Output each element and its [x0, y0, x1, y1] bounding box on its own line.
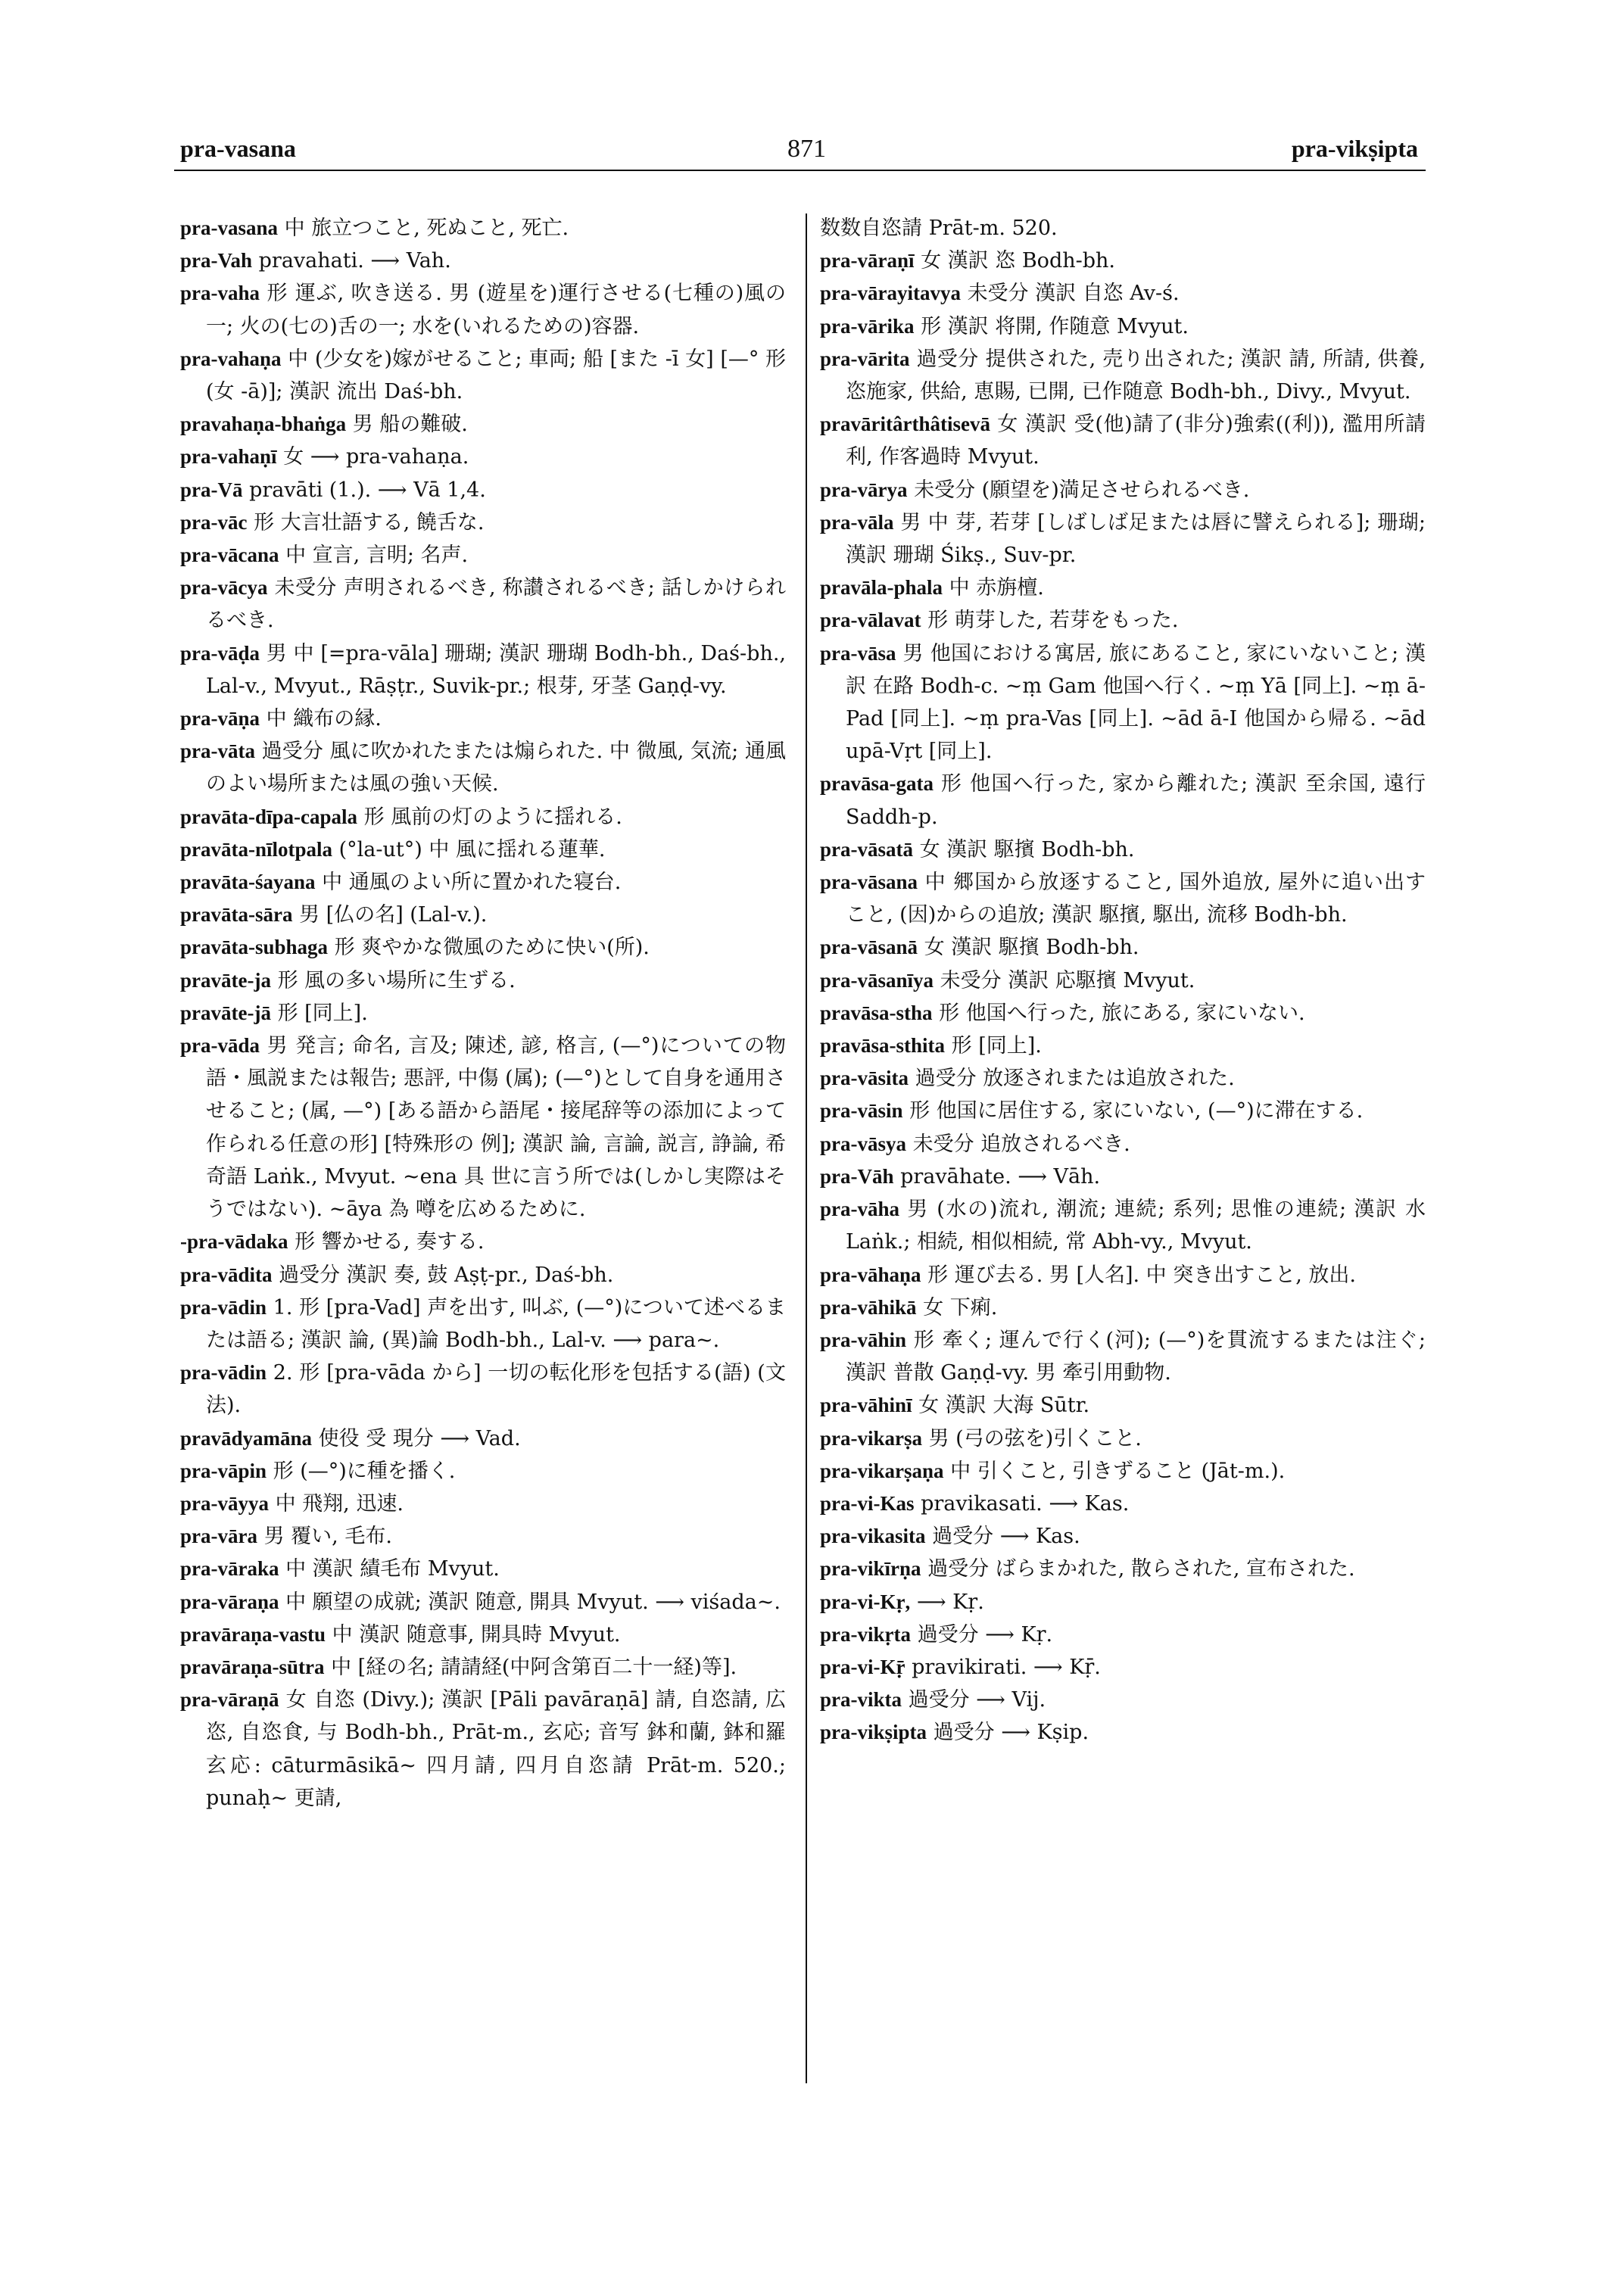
entry-headword: pra-Vah	[180, 249, 253, 273]
entry-headword: pra-vārika	[820, 314, 915, 338]
dictionary-entry	[820, 1128, 1426, 1161]
entry-definition: 過受分 ばらまかれた, 散らされた, 宣布された.	[927, 1557, 1355, 1581]
entry-definition: 形 他国へ行った, 家から離れた; 漢訳 至余国, 遠行 Saddh-p.	[846, 772, 1426, 829]
entry-definition: 使役 受 現分 ⟶ Vad.	[318, 1426, 521, 1450]
dictionary-entry	[180, 277, 786, 342]
entry-definition: 男 他国における寓居, 旅にあること, 家にいないこと; 漢訳 在路 Bodh-c. ~ṃ Gam 他国へ行く. ~ṃ Yā [同上]. ~ṃ ā-Pad [同上]. ~ṃ pra-Vas [同上]. ~ād ā-I 他国から帰る. ~ād upā-Vṛt [同上].	[846, 641, 1426, 764]
page-number: 871	[787, 135, 826, 163]
entry-headword: pra-vāyya	[180, 1491, 269, 1515]
entry-headword: pra-vāda	[180, 1034, 260, 1058]
entry-definition: 中 旅立つこと, 死ぬこと, 死亡.	[284, 217, 569, 240]
entry-headword: pra-vāsanīya	[820, 968, 934, 992]
entry-headword: pra-vācana	[180, 544, 279, 567]
entry-headword: pra-vārayitavya	[820, 282, 961, 305]
dictionary-entry	[820, 245, 1426, 277]
dictionary-entry	[820, 833, 1426, 866]
dictionary-entry	[180, 506, 786, 539]
dictionary-entry	[820, 277, 1426, 310]
dictionary-entry	[180, 1618, 786, 1651]
entry-definition: 形 運び去る. 男 [人名]. 中 突き出すこと, 放出.	[927, 1263, 1357, 1287]
dictionary-entry	[820, 1161, 1426, 1193]
dictionary-entry	[180, 441, 786, 473]
dictionary-entry	[820, 931, 1426, 964]
entry-definition: pravikasati. ⟶ Kas.	[921, 1491, 1130, 1516]
entry-headword: pravāte-jā	[180, 1001, 271, 1024]
entry-definition: 中 漢訳 随意事, 開具時 Mvyut.	[332, 1622, 621, 1647]
entry-definition: 形 風前の灯のように揺れる.	[363, 805, 622, 829]
dictionary-entry	[180, 833, 786, 866]
entry-headword: pravāta-subhaga	[180, 936, 329, 959]
entry-headword: pra-vāha	[820, 1198, 900, 1221]
entry-headword: pra-vāsa	[820, 641, 896, 665]
entry-definition: 中 [経の名; 請請経(中阿含第百二十一経)等].	[331, 1655, 737, 1679]
entry-headword: -pra-vādaka	[180, 1230, 288, 1254]
dictionary-entry	[820, 1618, 1426, 1651]
entry-definition: 2. 形 [pra-vāda から] 一切の転化形を包括する(語) (文法).	[206, 1361, 787, 1418]
dictionary-entry	[180, 408, 786, 441]
dictionary-entry	[820, 637, 1426, 768]
entry-definition: 男 (水の)流れ, 潮流; 連続; 系列; 思惟の連続; 漢訳 水 Laṅk.; 相続, 相似相続, 常 Abh-vy., Mvyut.	[846, 1198, 1426, 1254]
entry-definition: 中 郷国から放逐すること, 国外追放, 屋外に追い出すこと, (因)からの追放; 漢訳 駆擯, 駆出, 流移 Bodh-bh.	[846, 871, 1426, 927]
entry-definition: 過受分 ⟶ Kṣip.	[933, 1721, 1089, 1745]
entry-definition: 男 中 芽, 若芽 [しばしば足または唇に譬えられる]; 珊瑚; 漢訳 珊瑚 Śikṣ., Suv-pr.	[846, 510, 1426, 568]
dictionary-entry	[180, 1684, 786, 1815]
dictionary-entry	[820, 1553, 1426, 1585]
dictionary-entry	[180, 572, 786, 637]
entry-headword: pravāsa-sthita	[820, 1034, 946, 1058]
entry-definition: 中 赤旃檀.	[949, 576, 1044, 600]
dictionary-entry	[180, 1422, 786, 1455]
entry-headword: pravāritârthâtisevā	[820, 413, 990, 436]
entry-definition: 形 他国へ行った, 旅にある, 家にいない.	[939, 1001, 1305, 1025]
dictionary-entry	[820, 1193, 1426, 1258]
entry-headword: pra-vaha	[180, 282, 260, 305]
dictionary-entry	[180, 245, 786, 277]
dictionary-entry	[180, 1455, 786, 1488]
entry-headword: pravāta-sāra	[180, 903, 293, 927]
dictionary-entry	[180, 931, 786, 964]
entry-headword: pra-vāsanā	[820, 936, 918, 959]
entry-headword: pra-vādita	[180, 1263, 273, 1286]
entry-definition: 女 漢訳 受(他)請了(非分)強索((利)), 濫用所請利, 作客過時 Mvyut.	[846, 413, 1426, 469]
entry-definition: 形 牽く; 運んで行く(河); (—°)を貫流するまたは注ぐ; 漢訳 普散 Gaṇḍ-vy. 男 牽引用動物.	[846, 1328, 1426, 1385]
right-column	[820, 212, 1426, 1749]
dictionary-entry	[820, 343, 1426, 408]
entry-headword: pra-vārita	[820, 347, 910, 370]
dictionary-entry	[820, 1422, 1426, 1455]
dictionary-entry	[180, 997, 786, 1030]
entry-definition: 中 引くこと, 引きずること (Jāt-m.).	[950, 1459, 1286, 1483]
entry-definition: 過受分 放逐されまたは追放された.	[915, 1067, 1235, 1091]
entry-headword: pravāla-phala	[820, 576, 943, 600]
entry-headword: pra-vālavat	[820, 609, 921, 632]
entry-definition: 過受分 ⟶ Kṛ.	[917, 1622, 1053, 1647]
dictionary-entry	[820, 212, 1426, 245]
dictionary-entry	[180, 866, 786, 899]
dictionary-entry	[820, 604, 1426, 637]
dictionary-entry	[820, 1488, 1426, 1520]
entry-definition: ⟶ Kṛ.	[916, 1590, 984, 1614]
entry-headword: pravāta-śayana	[180, 871, 316, 894]
entry-definition: 中 願望の成就; 漢訳 随意, 開具 Mvyut. ⟶ viśada~.	[285, 1590, 781, 1614]
entry-definition: 数数自恣請 Prāt-m. 520.	[820, 217, 1058, 240]
entry-definition: 形 大言壮語する, 饒舌な.	[254, 510, 485, 534]
entry-headword: pra-vāc	[180, 510, 248, 534]
entry-headword: pravāsa-gata	[820, 772, 934, 796]
entry-headword: pra-vāṇa	[180, 707, 260, 731]
dictionary-entry	[820, 474, 1426, 506]
entry-headword: pra-vāhaṇa	[820, 1263, 921, 1286]
dictionary-entry	[180, 1651, 786, 1684]
dictionary-entry	[820, 310, 1426, 343]
entry-headword: pra-vādin	[180, 1361, 267, 1385]
entry-definition: 中 飛翔, 迅速.	[275, 1491, 404, 1516]
entry-headword: pra-vācya	[180, 576, 268, 600]
entry-headword: pra-vikarṣaṇa	[820, 1459, 944, 1482]
dictionary-entry	[820, 768, 1426, 833]
dictionary-entry	[820, 1716, 1426, 1749]
entry-definition: pravāti (1.). ⟶ Vā 1,4.	[249, 478, 486, 502]
dictionary-entry	[820, 408, 1426, 473]
entry-definition: 女 漢訳 恣 Bodh-bh.	[921, 249, 1115, 273]
dictionary-entry	[820, 866, 1426, 931]
dictionary-entry	[820, 1259, 1426, 1291]
entry-definition: 中 漢訳 績毛布 Mvyut.	[285, 1557, 500, 1581]
entry-definition: 未受分 追放されるべき.	[912, 1132, 1130, 1156]
entry-definition: 未受分 漢訳 応駆擯 Mvyut.	[940, 968, 1195, 992]
entry-definition: (°la-ut°) 中 風に揺れる蓮華.	[338, 837, 606, 861]
dictionary-entry	[180, 1357, 786, 1422]
dictionary-entry	[180, 964, 786, 997]
entry-headword: pra-vasana	[180, 217, 279, 239]
entry-headword: pra-vahaṇī	[180, 445, 277, 469]
entry-headword: pra-vāra	[180, 1525, 257, 1548]
dictionary-entry	[820, 1291, 1426, 1324]
entry-headword: pra-vikta	[820, 1688, 902, 1712]
left-column	[180, 212, 786, 1815]
entry-definition: 過受分 漢訳 奏, 鼓 Aṣṭ-pr., Daś-bh.	[279, 1263, 614, 1287]
entry-headword: pra-vāḍa	[180, 641, 260, 665]
entry-headword: pra-vāraṇā	[180, 1688, 279, 1712]
entry-headword: pra-vāsatā	[820, 837, 913, 861]
dictionary-entry	[820, 1455, 1426, 1488]
entry-definition: 女 漢訳 駆擯 Bodh-bh.	[924, 936, 1139, 960]
column-divider	[806, 213, 807, 2083]
entry-definition: 過受分 ⟶ Vij.	[908, 1688, 1046, 1712]
entry-headword: pra-Vāh	[820, 1164, 894, 1188]
entry-definition: 形 他国に居住する, 家にいない, (—°)に滞在する.	[909, 1099, 1364, 1123]
dictionary-entry	[820, 1520, 1426, 1553]
entry-definition: 中 (少女を)嫁がせること; 車両; 船 [また -ī 女] [—° 形 (女 -ā)]; 漢訳 流出 Daś-bh.	[206, 347, 786, 404]
entry-definition: 男 (弓の弦を)引くこと.	[928, 1426, 1142, 1450]
entry-headword: pra-vāhinī	[820, 1394, 912, 1417]
dictionary-entry	[820, 1651, 1426, 1684]
entry-headword: pra-vārya	[820, 478, 908, 501]
dictionary-entry	[180, 637, 786, 703]
entry-headword: pra-vikasita	[820, 1525, 926, 1548]
entry-headword: pravāraṇa-sūtra	[180, 1655, 325, 1678]
entry-headword: pravāraṇa-vastu	[180, 1622, 326, 1646]
running-head-right: pra-vikṣipta	[1291, 135, 1418, 162]
entry-headword: pravāsa-stha	[820, 1001, 933, 1024]
entry-definition: pravāhate. ⟶ Vāh.	[900, 1164, 1101, 1189]
dictionary-entry	[820, 997, 1426, 1030]
dictionary-entry	[820, 506, 1426, 572]
dictionary-entry	[180, 1226, 786, 1258]
dictionary-entry	[180, 1488, 786, 1520]
entry-headword: pra-vāsita	[820, 1067, 909, 1090]
entry-definition: 形 爽やかな微風のために快い(所).	[334, 936, 650, 960]
entry-definition: 形 萌芽した, 若芽をもった.	[927, 609, 1179, 633]
dictionary-entry	[820, 1095, 1426, 1127]
dictionary-entry	[180, 1553, 786, 1585]
entry-definition: 男 覆い, 毛布.	[263, 1525, 392, 1549]
entry-definition: 過受分 提供された, 売り出された; 漢訳 請, 所請, 供養, 恣施家, 供給, 恵賜, 已開, 已作随意 Bodh-bh., Divy., Mvyut.	[846, 347, 1426, 404]
entry-headword: pra-vāsya	[820, 1132, 906, 1155]
entry-headword: pra-vahaṇa	[180, 347, 282, 370]
entry-headword: pra-vādin	[180, 1295, 267, 1319]
entry-definition: 男 船の難破.	[352, 413, 468, 437]
entry-definition: 形 運ぶ, 吹き送る. 男 (遊星を)運行させる(七種の)風の一; 火の(七の)舌の一; 水を(いれるための)容器.	[206, 282, 786, 338]
entry-headword: pra-vāla	[820, 510, 894, 534]
entry-definition: 未受分 声明されるべき, 称讃されるべき; 話しかけられるべき.	[206, 576, 786, 633]
entry-definition: 1. 形 [pra-Vad] 声を出す, 叫ぶ, (—°)について述べるまたは語る; 漢訳 論, (異)論 Bodh-bh., Lal-v. ⟶ para~.	[206, 1295, 787, 1352]
header-rule	[174, 170, 1426, 171]
dictionary-entry	[820, 572, 1426, 604]
entry-definition: 中 通風のよい所に置かれた寝台.	[322, 871, 622, 895]
dictionary-entry	[820, 1389, 1426, 1422]
entry-headword: pra-vāhin	[820, 1328, 907, 1351]
entry-definition: 中 宣言, 言明; 名声.	[285, 544, 469, 568]
entry-headword: pravāta-dīpa-capala	[180, 805, 358, 828]
dictionary-entry	[180, 1030, 786, 1226]
dictionary-entry	[180, 539, 786, 572]
dictionary-entry	[180, 1291, 786, 1357]
entry-definition: 形 (—°)に種を播く.	[273, 1459, 456, 1483]
entry-definition: 女 漢訳 駆擯 Bodh-bh.	[919, 837, 1135, 861]
entry-headword: pra-vāraṇī	[820, 249, 915, 273]
entry-definition: 中 織布の縁.	[266, 707, 382, 731]
entry-headword: pra-vāhikā	[820, 1295, 917, 1319]
entry-definition: 女 ⟶ pra-vahaṇa.	[283, 445, 469, 469]
dictionary-entry	[180, 1259, 786, 1291]
entry-definition: 女 自恣 (Divy.); 漢訳 [Pāli pavāraṇā] 請, 自恣請, 広恣, 自恣食, 与 Bodh-bh., Prāt-m., 玄応; 音写 鉢和蘭, 鉢和羅 玄応: cāturmāsikā~ 四月請, 四月自恣請 Prāt-m. 520.; punaḥ~ 更請,	[206, 1688, 786, 1810]
entry-definition: 女 漢訳 大海 Sūtr.	[918, 1394, 1090, 1418]
dictionary-entry	[180, 474, 786, 506]
entry-headword: pra-vāta	[180, 740, 255, 763]
entry-definition: 形 響かせる, 奏する.	[295, 1230, 485, 1254]
entry-headword: pra-vāpin	[180, 1459, 267, 1482]
entry-definition: 男 [仏の名] (Lal-v.).	[299, 903, 488, 927]
dictionary-entry	[820, 964, 1426, 997]
entry-headword: pra-Vā	[180, 478, 243, 501]
dictionary-entry	[820, 1030, 1426, 1062]
entry-headword: pra-vāsin	[820, 1099, 903, 1123]
dictionary-entry	[180, 703, 786, 735]
entry-definition: 過受分 風に吹かれたまたは煽られた. 中 微風, 気流; 通風のよい場所または風の強い天候.	[206, 740, 786, 796]
dictionary-entry	[180, 1586, 786, 1618]
entry-headword: pra-vi-Kṝ	[820, 1655, 906, 1678]
dictionary-entry	[820, 1586, 1426, 1618]
entry-headword: pra-vāraṇa	[180, 1590, 279, 1613]
dictionary-entry	[820, 1684, 1426, 1716]
entry-headword: pra-vāraka	[180, 1557, 279, 1581]
entry-definition: 形 風の多い場所に生ずる.	[277, 968, 516, 992]
entry-definition: pravahati. ⟶ Vah.	[258, 249, 451, 273]
running-head-left: pra-vasana	[180, 135, 296, 162]
entry-definition: 男 発言; 命名, 言及; 陳述, 諺, 格言, (—°)についての物語・風説または報告; 悪評, 中傷 (属); (—°)として自身を通用させること; (属, —°) [ある語から語尾・接尾辞等の添加によって作られる任意の形] [特殊形の 例]; 漢訳 論, 言論, 説言, 諍論, 希奇語 Laṅk., Mvyut. ~ena 具 世に言う所では(しかし実際はそうではない). ~āya 為 噂を広めるために.	[206, 1034, 786, 1222]
entry-definition: 女 下痢.	[923, 1295, 998, 1319]
entry-definition: 形 漢訳 将開, 作随意 Mvyut.	[921, 314, 1189, 338]
entry-definition: 男 中 [=pra-vāla] 珊瑚; 漢訳 珊瑚 Bodh-bh., Daś-bh., Lal-v., Mvyut., Rāṣṭr., Suvik-pr.; 根芽, 牙茎 Gaṇḍ-vy.	[206, 641, 786, 698]
dictionary-entry	[180, 801, 786, 833]
dictionary-entry	[180, 1520, 786, 1553]
entry-headword: pra-vikṛta	[820, 1622, 911, 1646]
entry-definition: 形 [同上].	[951, 1034, 1042, 1058]
dictionary-entry	[180, 212, 786, 245]
entry-headword: pravāta-nīlotpala	[180, 837, 333, 861]
entry-headword: pra-vi-Kas	[820, 1491, 915, 1515]
entry-definition: 未受分 (願望を)満足させられるべき.	[914, 478, 1250, 502]
entry-definition: 形 [同上].	[277, 1001, 368, 1025]
dictionary-entry	[820, 1324, 1426, 1389]
dictionary-entry	[180, 899, 786, 931]
entry-headword: pra-vāsana	[820, 871, 918, 894]
dictionary-entry	[180, 343, 786, 408]
entry-headword: pra-vikṣipta	[820, 1721, 927, 1744]
entry-headword: pravādyamāna	[180, 1426, 313, 1450]
dictionary-entry	[180, 735, 786, 800]
entry-headword: pra-vi-Kṛ,	[820, 1590, 911, 1613]
entry-headword: pra-vikīrṇa	[820, 1557, 921, 1581]
entry-headword: pra-vikarṣa	[820, 1426, 922, 1450]
dictionary-entry	[820, 1062, 1426, 1095]
entry-definition: pravikirati. ⟶ Kṝ.	[912, 1655, 1101, 1679]
entry-headword: pravahaṇa-bhaṅga	[180, 413, 347, 436]
entry-definition: 過受分 ⟶ Kas.	[932, 1525, 1080, 1549]
entry-definition: 未受分 漢訳 自恣 Av-ś.	[967, 282, 1180, 306]
entry-headword: pravāte-ja	[180, 968, 271, 992]
